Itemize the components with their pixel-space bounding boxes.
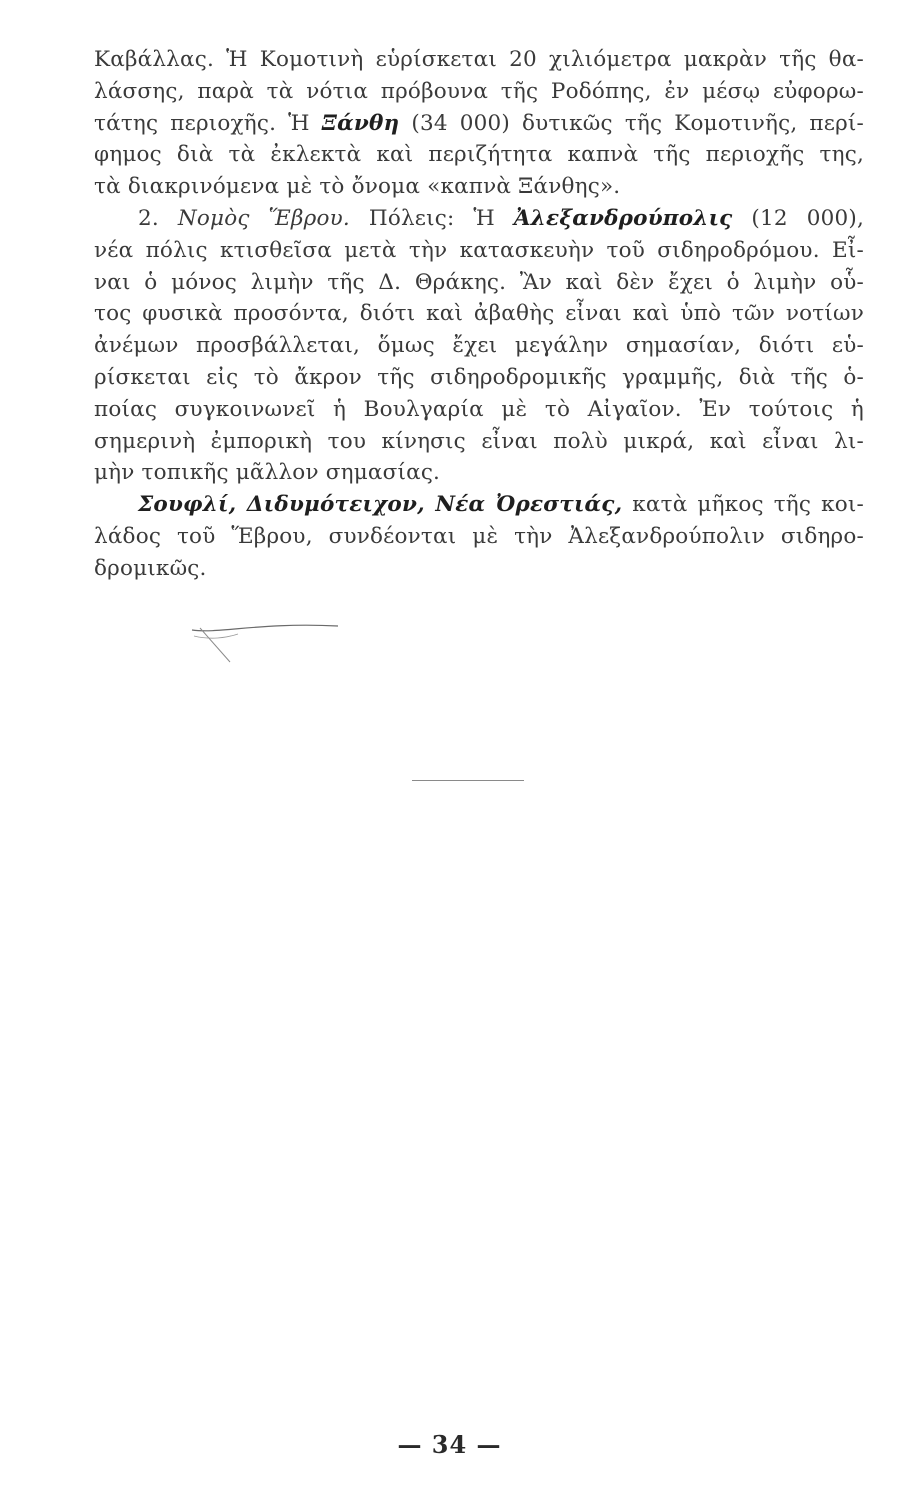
section-number: 2. <box>138 205 178 231</box>
text-fragment: (34 000) δυτικῶς τῆς Κομοτινῆς, περί- <box>399 110 864 136</box>
text-line: Καβάλλας. Ἡ Κομοτινὴ εὑρίσκεται 20 χιλιόμετρα μακρὰν τῆς θα- <box>94 47 864 72</box>
page-body-text <box>94 44 864 585</box>
text-line <box>94 203 864 235</box>
place-name-xanthi: Ξάνθη <box>321 110 400 136</box>
text-line <box>94 108 864 140</box>
text-fragment: (12 000), <box>732 205 864 231</box>
text-line: ρίσκεται εἰς τὸ ἄκρον τῆς σιδηροδρομικῆς γραμμῆς, διὰ τῆς ὁ- <box>94 364 864 390</box>
text-line <box>94 489 864 521</box>
place-names-evros-towns: Σουφλί, Διδυμότειχον, Νέα Ὀρεστιάς, <box>138 492 623 518</box>
text-line: μὴν τοπικῆς μᾶλλον σημασίας. <box>94 460 441 486</box>
text-fragment: τάτης περιοχῆς. Ἡ <box>94 110 322 136</box>
text-line: φημος διὰ τὰ ἐκλεκτὰ καὶ περιζήτητα καπνὰ τῆς περιοχῆς της, <box>94 142 864 168</box>
text-fragment: Πόλεις: Ἡ <box>349 205 514 231</box>
text-line: τὰ διακρινόμενα μὲ τὸ ὄνομα «καπνὰ Ξάνθης». <box>94 174 621 200</box>
text-line: ποίας συγκοινωνεῖ ἡ Βουλγαρία μὲ τὸ Αἰγαῖον. Ἐν τούτοις ἡ <box>94 396 864 422</box>
text-line: δρομικῶς. <box>94 555 207 581</box>
text-line: τος φυσικὰ προσόντα, διότι καὶ ἀβαθὴς εἶναι καὶ ὑπὸ τῶν νοτίων <box>94 301 864 327</box>
text-line: λάσσης, παρὰ τὰ νότια πρόβουνα τῆς Ροδόπης, ἐν μέσῳ εὐφορω- <box>94 78 864 104</box>
page-number: — 34 — <box>397 1430 502 1459</box>
place-name-alexandroupolis: Ἀλεξανδρούπολις <box>513 205 733 231</box>
text-line: σημερινὴ ἐμπορικὴ του κίνησις εἶναι πολὺ μικρά, καὶ εἶναι λι- <box>94 428 864 454</box>
text-line: ἀνέμων προσβάλλεται, ὅμως ἔχει μεγάλην σημασίαν, διότι εὑ- <box>94 333 864 359</box>
section-divider <box>412 780 524 781</box>
text-line: νέα πόλις κτισθεῖσα μετὰ τὴν κατασκευὴν τοῦ σιδηροδρόμου. Εἶ- <box>94 237 864 263</box>
text-line: λάδος τοῦ Ἕβρου, συνδέονται μὲ τὴν Ἀλεξανδρούπολιν σιδηρο- <box>94 523 864 549</box>
handwritten-pen-mark <box>190 616 340 666</box>
section-heading-evros: Νομὸς Ἕβρου. <box>177 205 350 231</box>
text-line: ναι ὁ μόνος λιμὴν τῆς Δ. Θράκης. Ἂν καὶ δὲν ἔχει ὁ λιμὴν οὗ- <box>94 269 864 295</box>
text-fragment: κατὰ μῆκος τῆς κοι- <box>622 492 864 518</box>
